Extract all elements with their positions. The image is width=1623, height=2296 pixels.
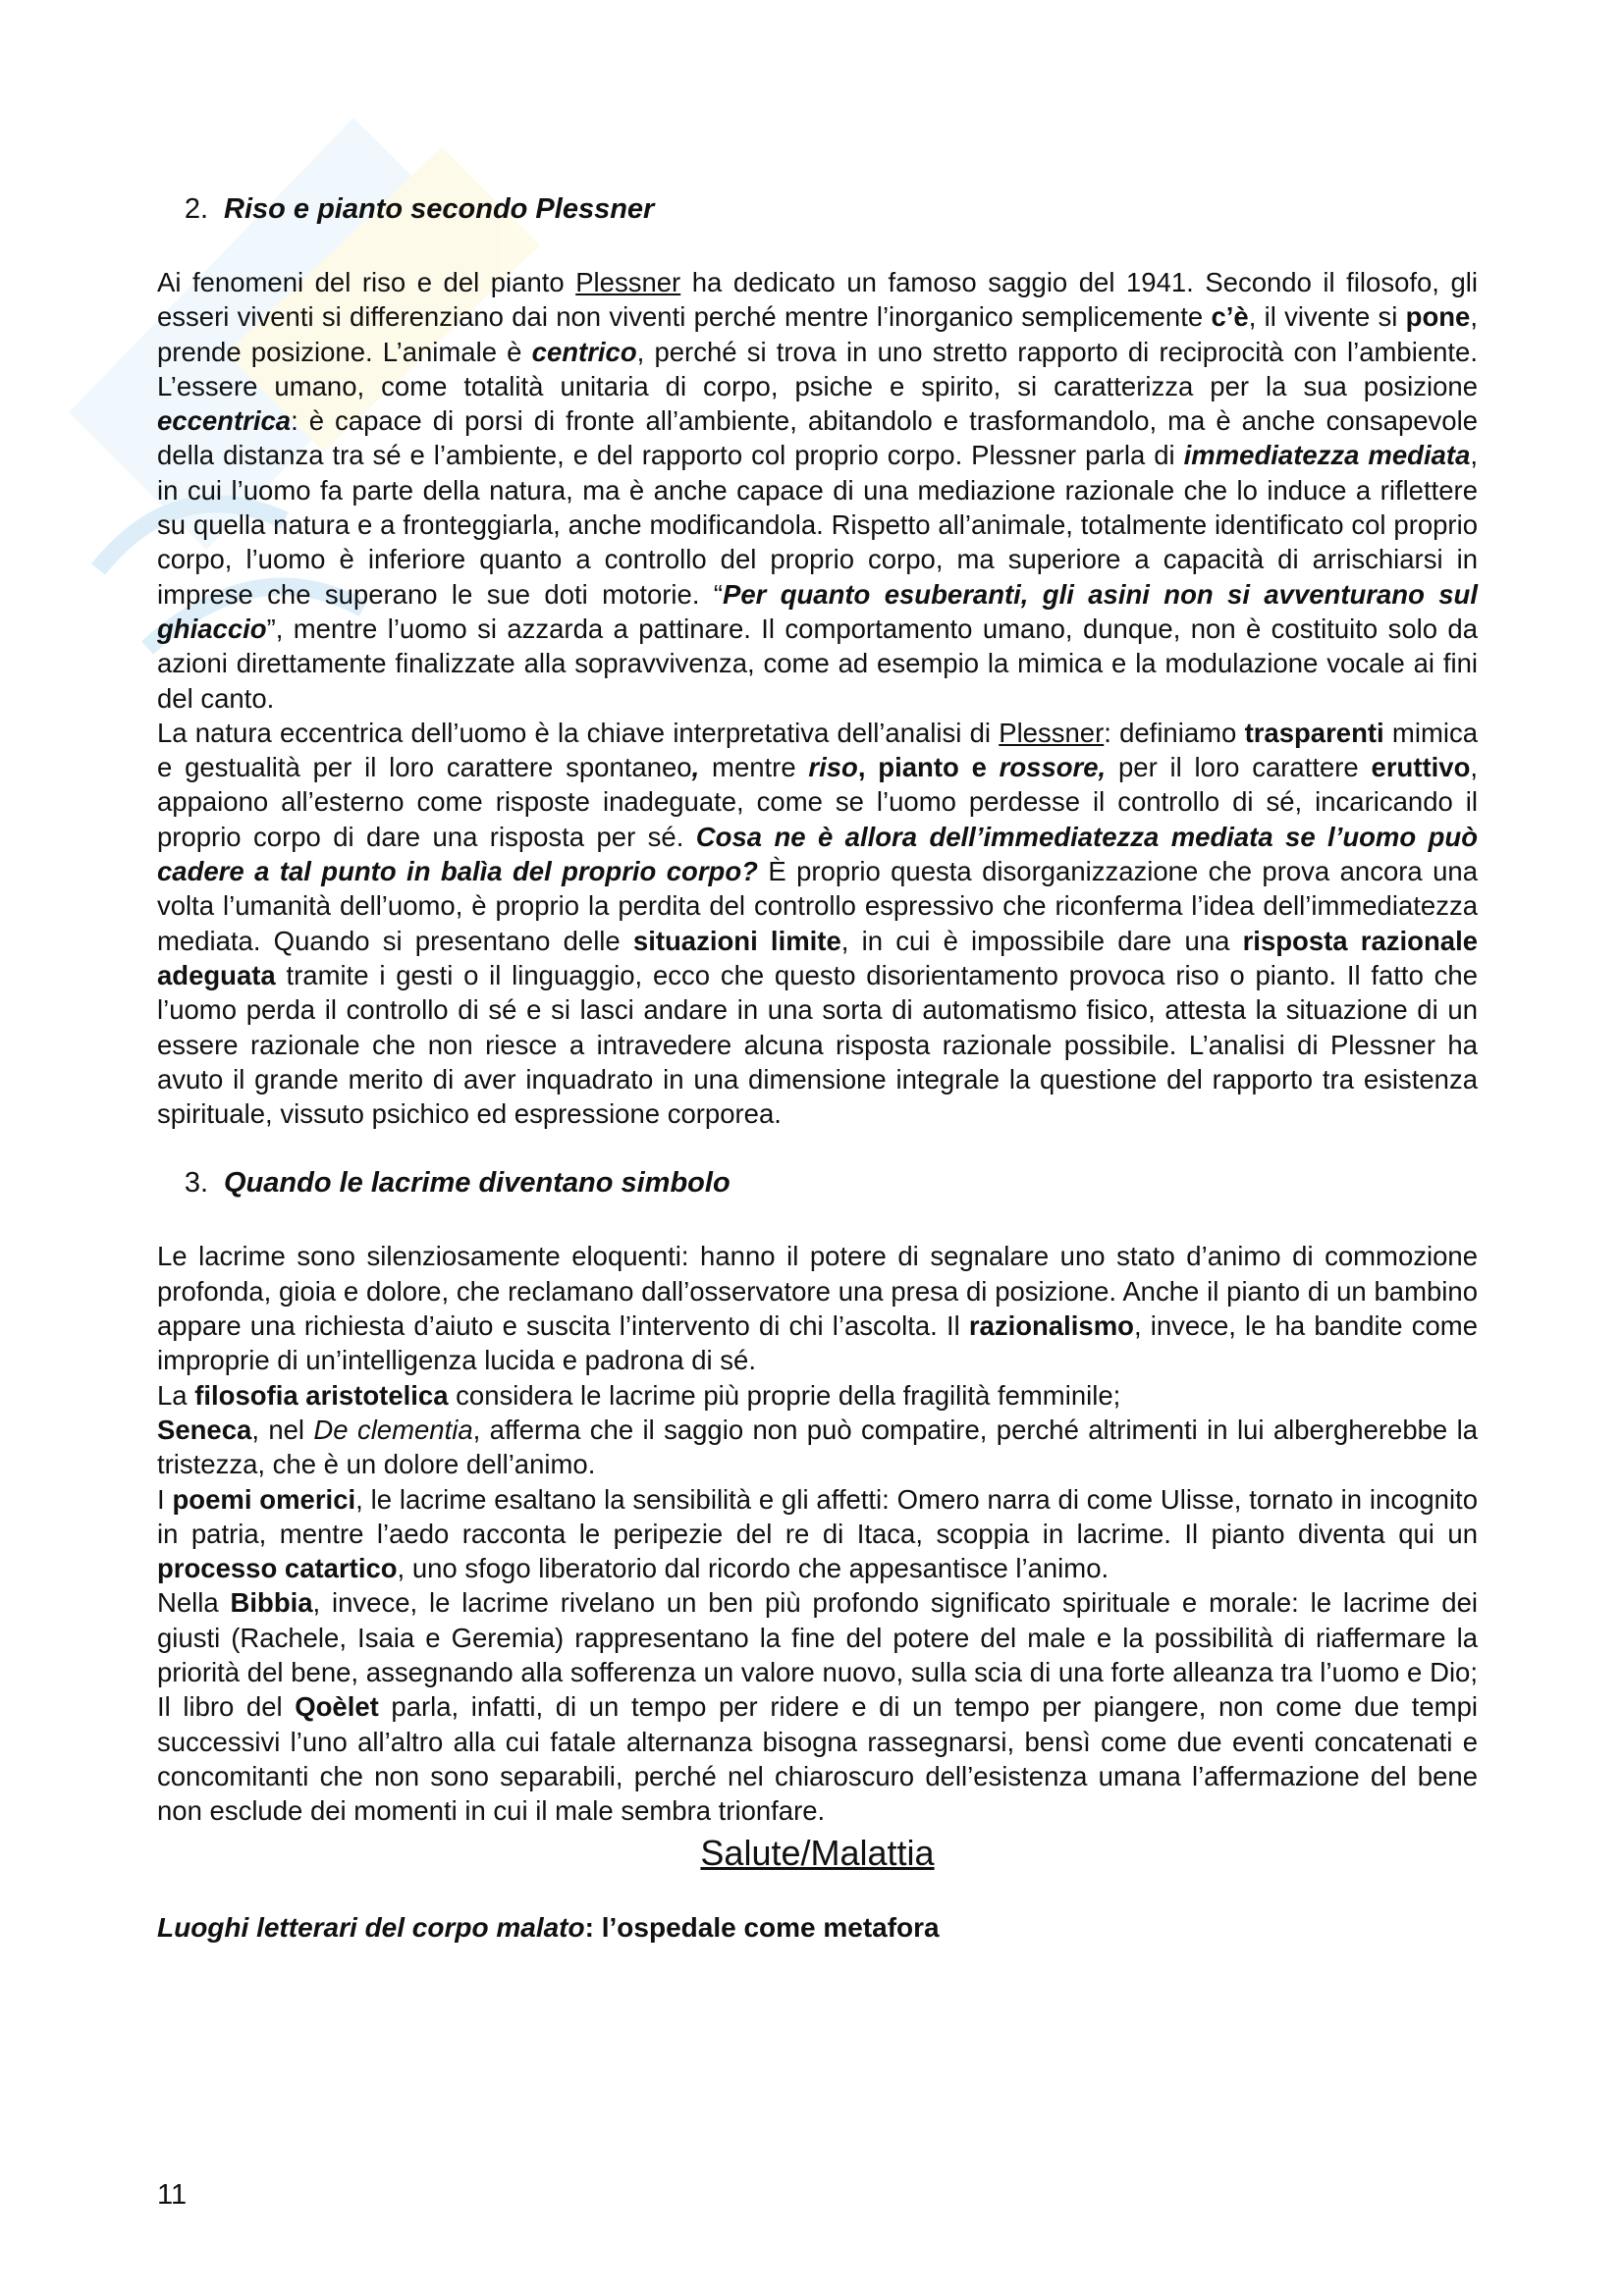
document-page: [157, 192, 1478, 1946]
section-title-salute-malattia: Salute/Malattia: [700, 1833, 935, 1874]
section-2-paragraph-2: La natura eccentrica dell’uomo è la chiave interpretativa dell’analisi di Plessner: definiamo trasparenti mimica e gestualità per il loro carattere spontaneo, mentre riso, pianto e rossore, per il loro carattere eruttivo, appaiono all’esterno come risposte inadeguate, come se l’uomo perdesse il controllo di sé, incaricando il proprio corpo di dare una risposta per sé. Cosa ne è allora dell’immediatezza mediata se l’uomo può cadere a tal punto in balìa del proprio corpo? È proprio questa disorganizzazione che prova ancora una volta l’umanità dell’uomo, è proprio la perdita del controllo espressivo che riconferma l’idea dell’immediatezza mediata. Quando si presentano delle situazioni limite, in cui è impossibile dare una risposta razionale adeguata tramite i gesti o il linguaggio, ecco che questo disorientamento provoca riso o pianto. Il fatto che l’uomo perda il controllo di sé e si lasci andare in una sorta di automatismo fisico, attesta la situazione di un essere razionale che non riesce a intravedere alcuna risposta razionale possibile. L’analisi di Plessner ha avuto il grande merito di aver inquadrato in una dimensione integrale la questione del rapporto tra esistenza spirituale, vissuto psichico ed espressione corporea.: [157, 717, 1479, 1130]
section-3-paragraph-1: Le lacrime sono silenziosamente eloquenti: hanno il potere di segnalare uno stato d’animo di commozione profonda, gioia e dolore, che reclamano dall’osservatore una presa di posizione. Anche il pianto di un bambino appare una richiesta d’aiuto e suscita l’intervento di chi l’ascolta. Il razionalismo, invece, le ha bandite come improprie di un’intelligenza lucida e padrona di sé.: [157, 1241, 1478, 1376]
plessner-link-2[interactable]: Plessner: [999, 717, 1105, 748]
section-3-paragraph-4: I poemi omerici, le lacrime esaltano la sensibilità e gli affetti: Omero narra di come Ulisse, tornato in incognito in patria, mentre l’aedo racconta le peripezie del re di Itaca, scoppia in lacrime. Il pianto diventa qui un processo catartico, uno sfogo liberatorio dal ricordo che appesantisce l’animo.: [157, 1483, 1478, 1584]
section-2-title: Riso e pianto secondo Plessner: [224, 193, 655, 225]
section-3-heading: [157, 1166, 1478, 1200]
section-2-number: 2.: [184, 193, 208, 225]
plessner-link[interactable]: Plessner: [575, 267, 681, 297]
section-3-paragraph-2: La filosofia aristotelica considera le lacrime più proprie della fragilità femminile;: [157, 1379, 1121, 1411]
section-3-paragraph-3: Seneca, nel De clementia, afferma che il saggio non può compatire, perché altrimenti in lui albergherebbe la tristezza, che è un dolore dell’animo.: [157, 1414, 1478, 1480]
section-3-paragraph-5: Nella Bibbia, invece, le lacrime rivelano un ben più profondo significato spirituale e morale: le lacrime dei giusti (Rachele, Isaia e Geremia) rappresentano la fine del potere del male e la possibilità di riaffermare la priorità del bene, assegnando alla sofferenza un valore nuovo, sulla scia di una forte alleanza tra l’uomo e Dio; Il libro del Qoèlet parla, infatti, di un tempo per ridere e di un tempo per piangere, non come due tempi successivi l’uno all’altro alla cui fatale alternanza bisogna rassegnarsi, bensì come due eventi concatenati e concomitanti che non sono separabili, perché nel chiaroscuro dell’esistenza umana l’affermazione del bene non esclude dei momenti in cui il male sembra trionfare.: [157, 1587, 1479, 1827]
page-number: 11: [157, 2179, 188, 2211]
section-3-number: 3.: [184, 1167, 208, 1200]
section-2-heading: [157, 192, 1478, 226]
lead-heading: Luoghi letterari del corpo malato: l’ospedale come metafora: [157, 1912, 940, 1944]
section-2-paragraph-1: Ai fenomeni del riso e del pianto Plessner ha dedicato un famoso saggio del 1941. Secondo il filosofo, gli esseri viventi si differenziano dai non viventi perché mentre l’inorganico semplicemente c’è, il vivente si pone, prende posizione. L’animale è centrico, perché si trova in uno stretto rapporto di reciprocità con l’ambiente. L’essere umano, come totalità unitaria di corpo, psiche e spirito, si caratterizza per la sua posizione eccentrica: è capace di porsi di fronte all’ambiente, abitandolo e trasformandolo, ma è anche consapevole della distanza tra sé e l’ambiente, e del rapporto col proprio corpo. Plessner parla di immediatezza mediata, in cui l’uomo fa parte della natura, ma è anche capace di una mediazione razionale che lo induce a riflettere su quella natura e a fronteggiarla, anche modificandola. Rispetto all’animale, totalmente identificato col proprio corpo, l’uomo è inferiore quanto a controllo del proprio corpo, ma superiore a capacità di arrischiarsi in imprese che superano le sue doti motorie. “Per quanto esuberanti, gli asini non si avventurano sul ghiaccio”, mentre l’uomo si azzarda a pattinare. Il comportamento umano, dunque, non è costituito solo da azioni direttamente finalizzate alla sopravvivenza, come ad esempio la mimica e la modulazione vocale ai fini del canto.: [157, 267, 1478, 714]
section-3-title: Quando le lacrime diventano simbolo: [224, 1167, 730, 1200]
